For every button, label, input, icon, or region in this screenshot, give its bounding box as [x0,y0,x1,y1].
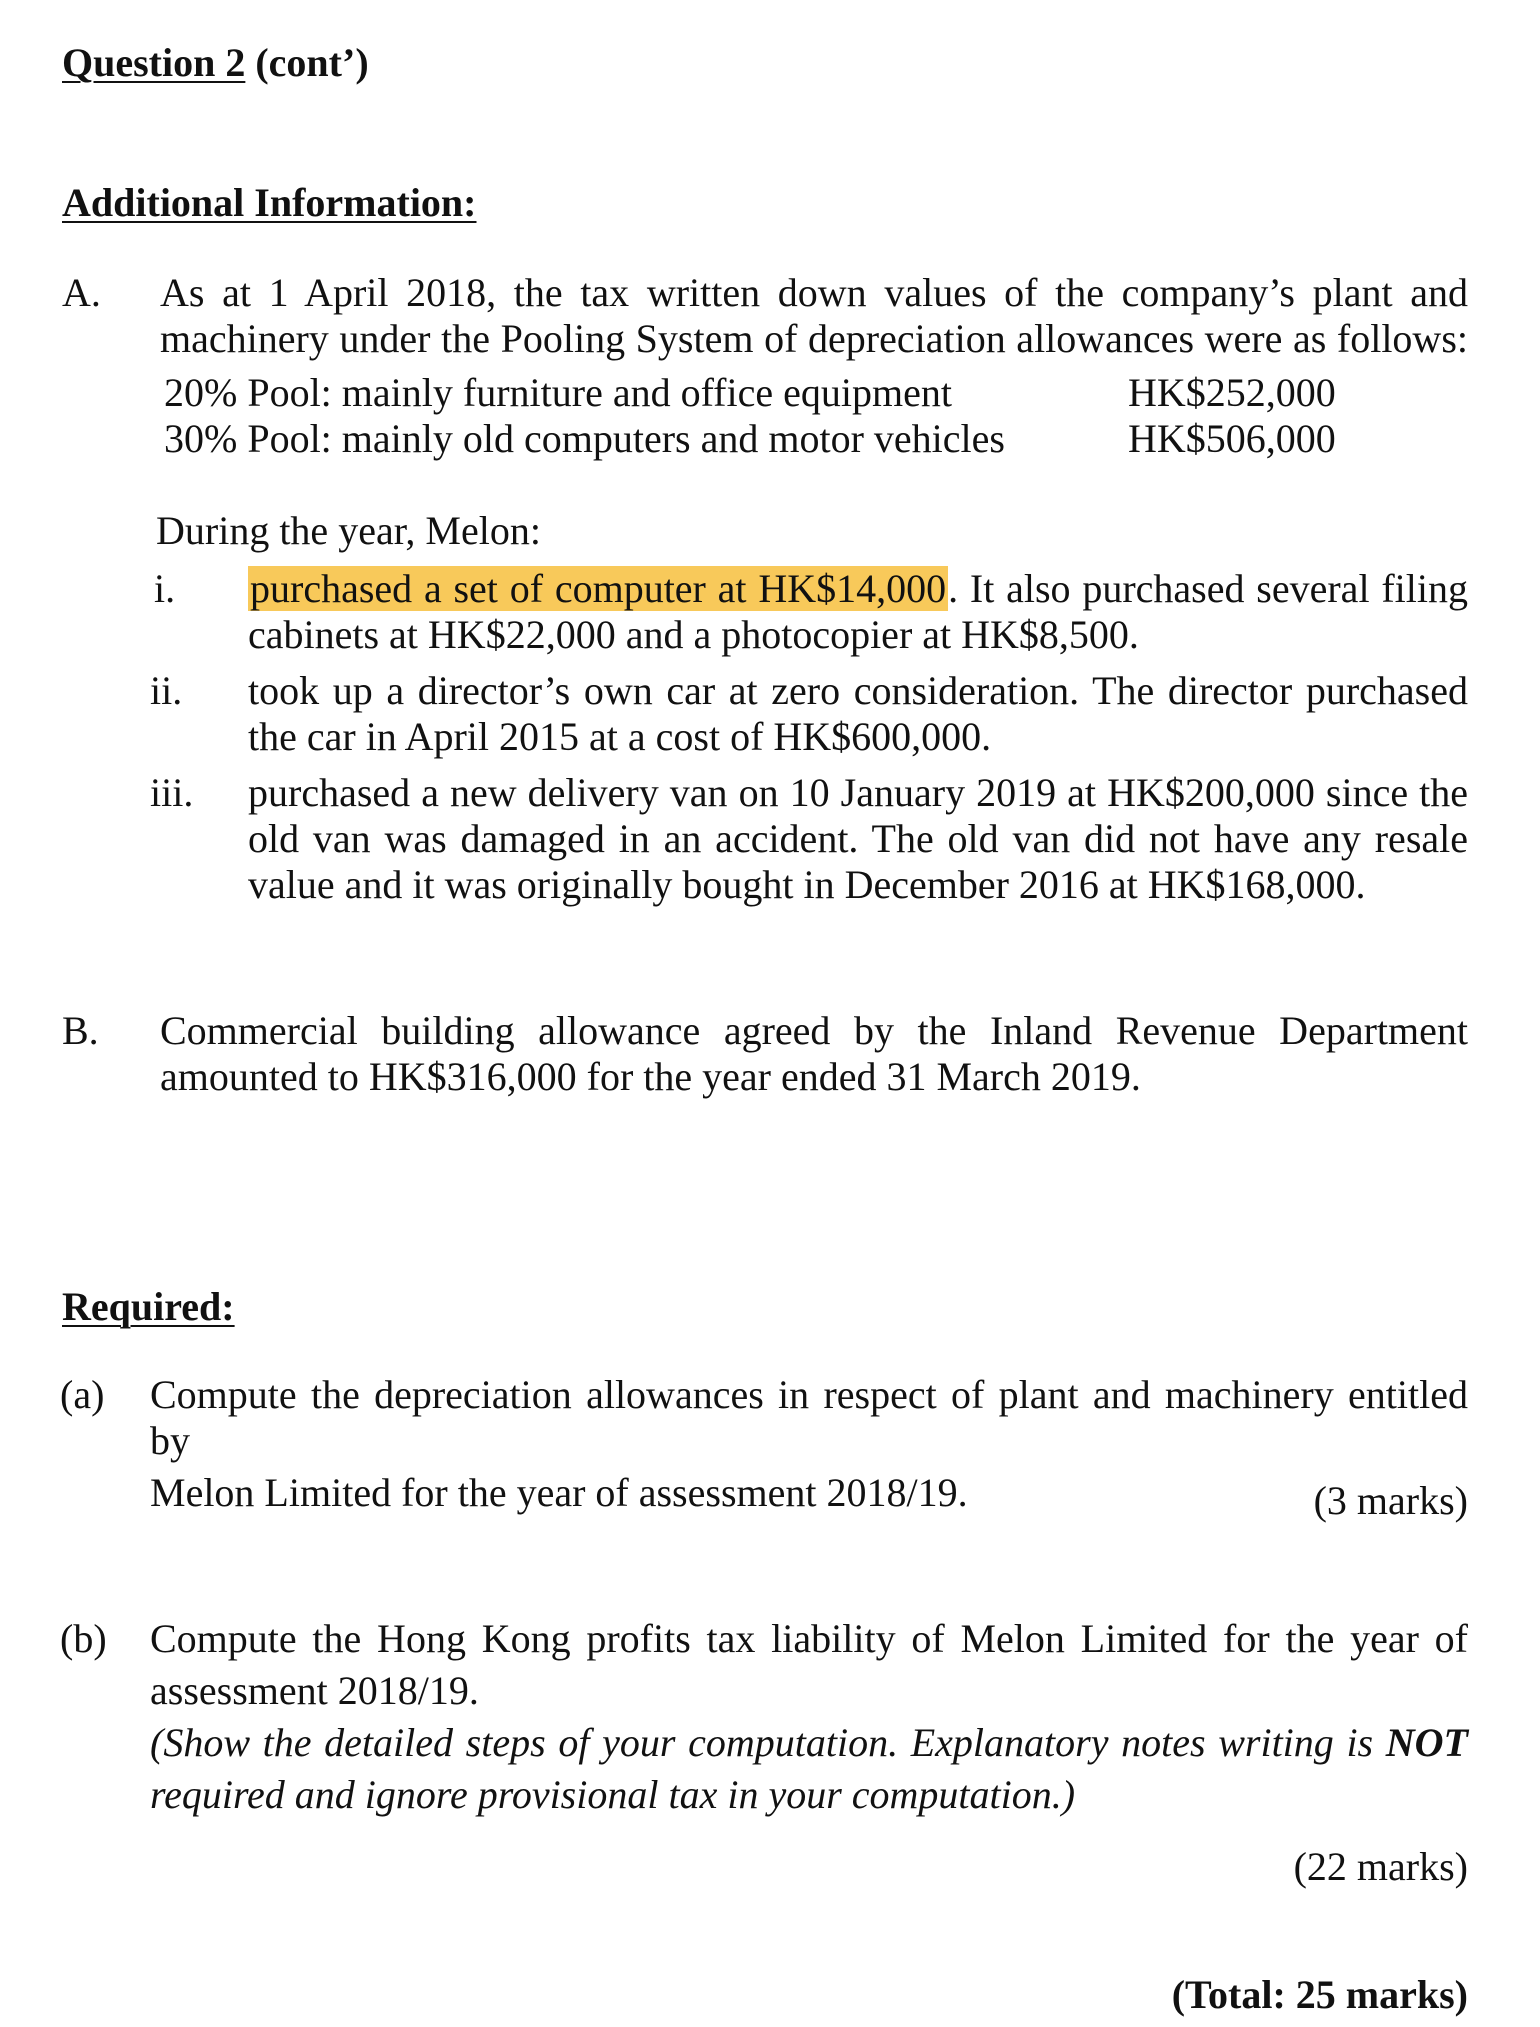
item-iii-line3: value and it was originally bought in December 2016 at HK$168,000. [248,862,1366,907]
question-number: Question 2 [62,40,246,85]
section-a-marker: A. [62,270,101,315]
section-b-text [160,1008,1468,1100]
section-b-marker: B. [62,1008,99,1053]
section-b-line1: Commercial building allowance agreed by the Inland Revenue Department [160,1008,1468,1053]
item-i-line1-rest: . It also purchased several filing [948,566,1469,611]
section-a-intro-line2: machinery under the Pooling System of depreciation allowances were as follows: [160,316,1468,361]
part-a-line1: Compute the depreciation allowances in respect of plant and machinery entitled by [150,1372,1468,1463]
pool-20-value: HK$252,000 [1128,370,1336,415]
pool-20-label: 20% Pool: mainly furniture and office equipment [164,370,952,415]
pool-30-label: 30% Pool: mainly old computers and motor vehicles [164,416,1005,461]
additional-info-heading: Additional Information: [62,180,477,225]
total-marks: (Total: 25 marks) [1171,1972,1468,2017]
part-b-note-not: NOT [1385,1720,1468,1765]
pool-30-value: HK$506,000 [1128,416,1336,461]
item-ii-line2: the car in April 2015 at a cost of HK$600,000. [248,714,992,759]
highlighted-text: purchased a set of computer at HK$14,000 [250,566,947,611]
item-i-text [248,566,1468,658]
required-heading: Required: [62,1284,235,1329]
part-a-line2: Melon Limited for the year of assessment 2018/19. [150,1470,968,1515]
question-cont: (cont’) [255,40,369,85]
question-header [62,40,369,86]
item-ii-text [248,668,1468,760]
part-b-text [150,1616,1468,1818]
section-a-intro [160,270,1468,362]
part-a-marks: (3 marks) [1313,1478,1468,1523]
part-b-marker: (b) [60,1616,107,1661]
part-b-note-line1 [150,1720,1468,1766]
part-b-marks: (22 marks) [1293,1844,1468,1889]
during-year-text: During the year, Melon: [156,508,541,553]
part-b-line1: Compute the Hong Kong profits tax liability of Melon Limited for the year of [150,1616,1468,1661]
item-ii-line1: took up a director’s own car at zero consideration. The director purchased [248,668,1468,713]
item-iii-line1: purchased a new delivery van on 10 January 2019 at HK$200,000 since the [248,770,1468,815]
item-iii-text [248,770,1468,908]
item-iii-line2: old van was damaged in an accident. The old van did not have any resale [248,816,1468,861]
item-i-marker: i. [154,566,176,611]
section-b-line2: amounted to HK$316,000 for the year ended 31 March 2019. [160,1054,1141,1099]
part-b-note-line2: required and ignore provisional tax in your computation.) [150,1772,1076,1817]
section-a-intro-line1: As at 1 April 2018, the tax written down values of the company’s plant and [160,270,1468,315]
item-iii-marker: iii. [150,770,194,815]
item-i-line2: cabinets at HK$22,000 and a photocopier at HK$8,500. [248,612,1139,657]
part-a-marker: (a) [60,1372,105,1417]
item-i-line1 [248,566,1468,612]
part-b-note-start: (Show the detailed steps of your computation. Explanatory notes writing is [150,1720,1374,1765]
part-b-line2: assessment 2018/19. [150,1668,479,1713]
item-ii-marker: ii. [150,668,183,713]
